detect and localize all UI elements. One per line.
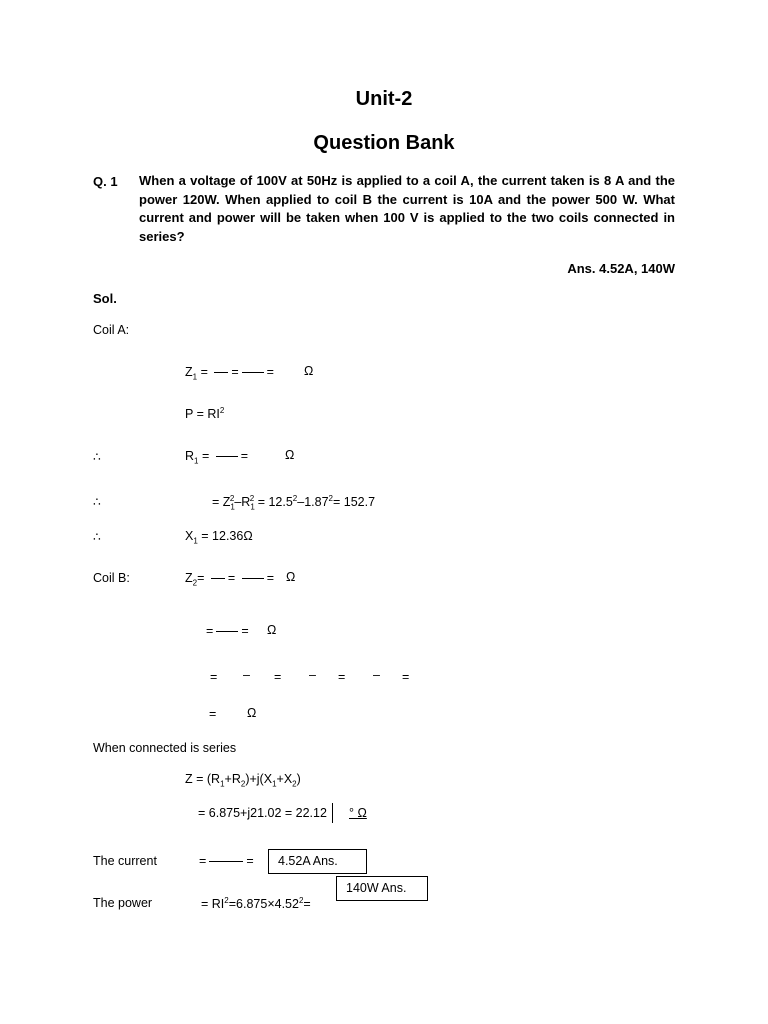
dash: – [373,668,380,682]
power-answer-box [336,876,428,901]
unit-title: Unit-2 [355,88,413,110]
ohm-symbol: Ω [357,806,367,820]
z2-symbol: Z [185,571,193,585]
subscript: 1 [250,502,255,512]
power-formula: P = RI [185,407,220,422]
equals: = [206,624,214,638]
series-label: When connected is series [93,741,237,755]
power-result-equation [201,896,311,911]
x1-equation [185,529,253,546]
fraction-bar [242,372,264,373]
subscript: 1 [220,779,225,789]
fraction-bar [209,861,243,862]
fraction-bar [242,578,264,579]
z1-symbol: Z [185,365,193,379]
z-series-text: +R [224,772,241,786]
current-label: The current [93,854,157,868]
power-answer: 140W Ans. [346,881,407,895]
equals: = [266,571,274,585]
equals: = [274,670,282,684]
equals: = [240,449,249,463]
r1-symbol: R [185,449,195,463]
fraction-bar [216,456,238,457]
superscript: 2 [298,896,304,905]
dash: – [309,668,316,682]
equals: = [227,571,236,585]
power-label: The power [93,896,153,910]
superscript: 2 [249,494,255,503]
therefore-symbol: ∴ [93,530,101,544]
ohm-symbol: Ω [247,706,257,720]
current-equation [199,854,254,868]
z-series-text: )+j(X [245,772,273,786]
equals: = [241,624,249,638]
fraction-bar [216,631,238,632]
superscript: 2 [224,896,229,905]
coil-b-label: Coil B: [93,571,130,585]
ohm-symbol: Ω [304,364,314,378]
subscript: 1 [230,502,235,512]
coil-a-label: Coil A: [93,323,130,337]
x1-value: = 12.36 [197,529,244,543]
z-series-text: Z = (R [185,772,221,786]
angle-unit [349,806,367,820]
r2-equation [206,624,249,638]
therefore-symbol: ∴ [93,495,101,509]
ohm-symbol: Ω [285,448,295,462]
subscript: 2 [292,779,297,789]
x1sq-value: = 12.5 [254,495,293,510]
equals: = [303,897,311,912]
equals: = [197,571,205,585]
equals: = [231,365,239,379]
fraction-bar [214,372,228,373]
angle-bar [332,803,333,823]
ohm-symbol: Ω [243,529,253,543]
power-equation [185,406,224,421]
question-text: When a voltage of 100V at 50Hz is applied to a coil A, the current taken is 8 A and the power 120W. When applied to coil B the current is 10A and the power 500 W. What current and power will be taken when 100 V is applied to the two coils connected in series? [139,173,675,244]
z-series-text: ) [296,772,301,786]
x1-squared-equation [212,494,375,512]
x1-subscript: 1 [193,536,198,546]
dash: – [243,668,250,682]
ohm-symbol: Ω [267,623,277,637]
superscript: 2 [328,494,333,503]
superscript: 2 [229,494,235,503]
r1-subscript: 1 [194,456,199,466]
power-text: = RI [201,897,225,912]
z1-subscript: 1 [192,372,198,382]
power-text: =6.875×4.52 [228,897,299,912]
question-number: Q. 1 [93,174,118,189]
z1-equation [185,365,274,382]
equals: = [201,449,210,463]
answer-line: Ans. 4.52A, 140W [567,261,675,276]
z2-equation [185,571,274,588]
current-answer-box [268,849,367,874]
equals: = [266,365,274,379]
therefore-symbol: ∴ [93,450,101,464]
ohm-symbol: Ω [286,570,296,584]
equals: = [210,670,218,684]
x1sq-result: = 152.7 [332,495,376,510]
x1sq-r: –R [234,495,251,510]
fraction-bar [211,578,225,579]
equals: = [338,670,346,684]
z1-equals: = [197,365,208,379]
equals: = [402,670,410,684]
equals: = [199,854,207,868]
r1-equation [185,449,248,466]
subscript: 2 [240,779,246,789]
page-title: Question Bank [313,132,455,154]
subscript: 1 [272,779,277,789]
x1-symbol: X [185,529,194,543]
current-answer: 4.52A Ans. [278,854,338,868]
z-value: = 6.875+j21.02 = 22.12 [198,806,327,820]
z-series-equation [185,772,301,789]
z2-subscript: 2 [192,578,198,588]
degree-symbol: ° [349,806,354,820]
sol-label: Sol. [93,291,117,306]
x1sq-minus: –1.87 [297,495,329,510]
z-series-text: +X [276,772,293,786]
equals: = [209,707,217,721]
superscript: 2 [219,406,225,415]
x1sq-z: = Z [212,495,231,510]
equals: = [246,854,254,868]
superscript: 2 [292,494,298,503]
